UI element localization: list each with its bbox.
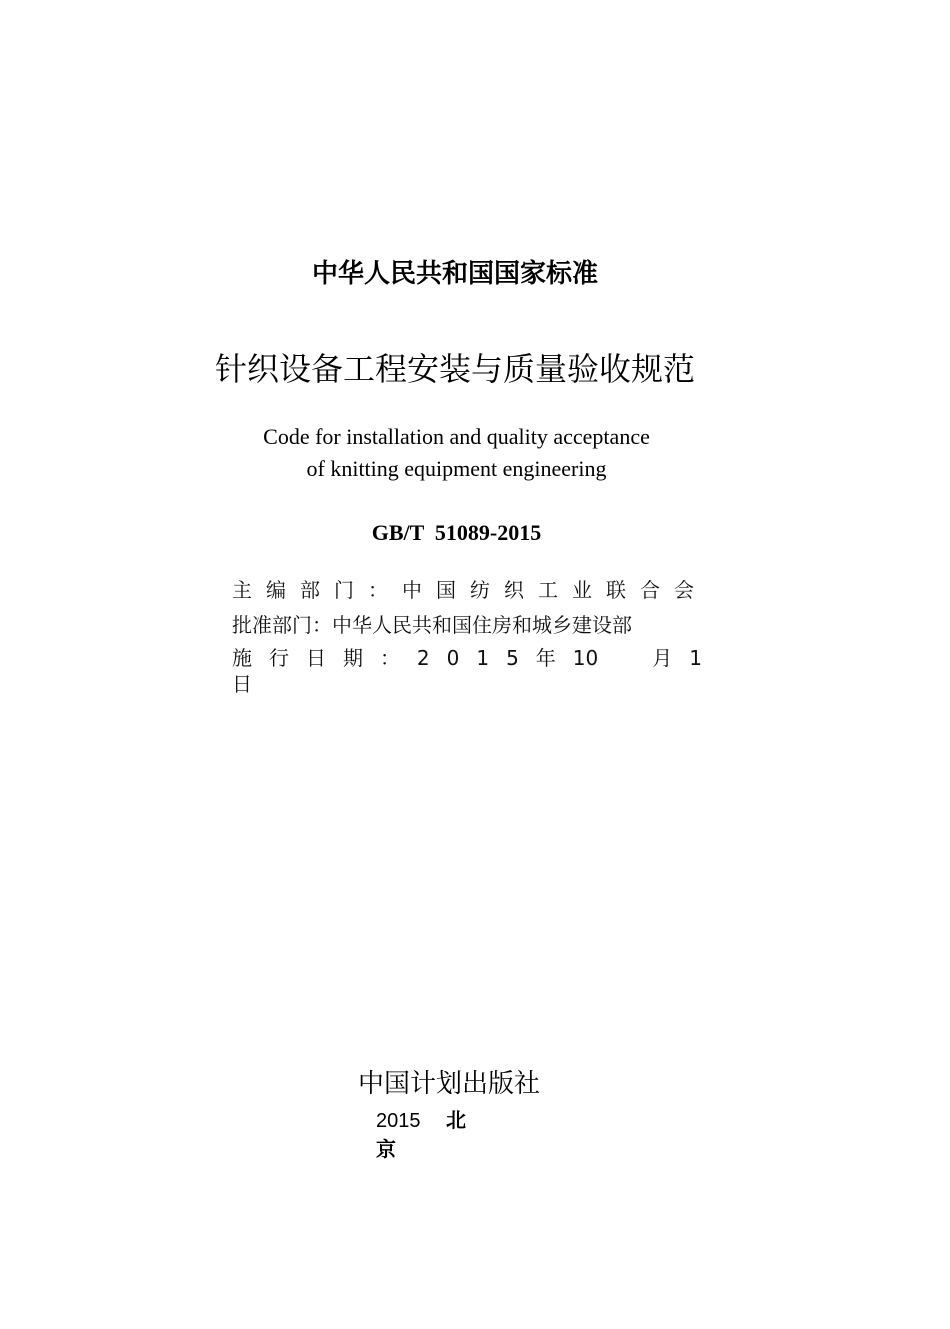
effective-date-char: 月 [652, 646, 673, 670]
effective-date-char: 10 [572, 646, 599, 670]
editor-department-char: 业 [572, 578, 592, 602]
editor-department-char: 合 [640, 578, 660, 602]
effective-date-char: 0 [446, 646, 460, 670]
effective-date-char: 行 [268, 646, 289, 670]
effective-date-char: 5 [506, 646, 519, 670]
effective-date-char: 施 [232, 646, 252, 670]
effective-date-char: 1 [476, 646, 490, 670]
editor-department-char: 会 [674, 578, 694, 602]
editor-department-char: 织 [504, 578, 524, 602]
title-chinese: 针织设备工程安装与质量验收规范 [214, 350, 695, 388]
effective-date-char: 期 [342, 646, 363, 670]
title-english [0, 421, 913, 485]
editor-department-char: ： [368, 578, 388, 602]
effective-date-char [615, 645, 635, 671]
editor-department-char: 门 [334, 578, 354, 602]
editor-department-char: 编 [266, 578, 286, 602]
editor-department-char: 纺 [470, 578, 490, 602]
meta-block [232, 575, 702, 697]
effective-date-char: ： [379, 646, 400, 670]
publication-city-second: 京 [376, 1137, 396, 1161]
title-english-line-1: Code for installation and quality acceptance [263, 424, 650, 449]
effective-date-tail: 日 [232, 672, 252, 696]
editor-department-char: 工 [538, 578, 558, 602]
approver-department: 批准部门：中华人民共和国住房和城乡建设部 [232, 613, 632, 637]
editor-department-char: 主 [232, 578, 252, 602]
editor-department-char: 联 [606, 578, 626, 602]
editor-department [232, 575, 694, 610]
national-standard-heading: 中华人民共和国国家标准 [311, 259, 598, 289]
publication-year: 2015 [376, 1110, 421, 1132]
standard-code: GB/T 51089-2015 [371, 520, 542, 545]
effective-date-char: 日 [305, 646, 326, 670]
effective-date-char: 1 [689, 646, 702, 670]
title-english-line-2: of knitting equipment engineering [306, 456, 607, 481]
publication-info [376, 1106, 496, 1163]
editor-department-char: 国 [436, 578, 456, 602]
effective-date-char: 2 [416, 646, 430, 670]
effective-date [232, 645, 702, 697]
editor-department-char: 部 [300, 578, 320, 602]
publication-city-first: 北 [445, 1108, 466, 1132]
publisher-name: 中国计划出版社 [358, 1069, 541, 1099]
editor-department-char: 中 [402, 578, 422, 602]
effective-date-char: 年 [535, 646, 556, 670]
effective-date-row [232, 645, 702, 671]
